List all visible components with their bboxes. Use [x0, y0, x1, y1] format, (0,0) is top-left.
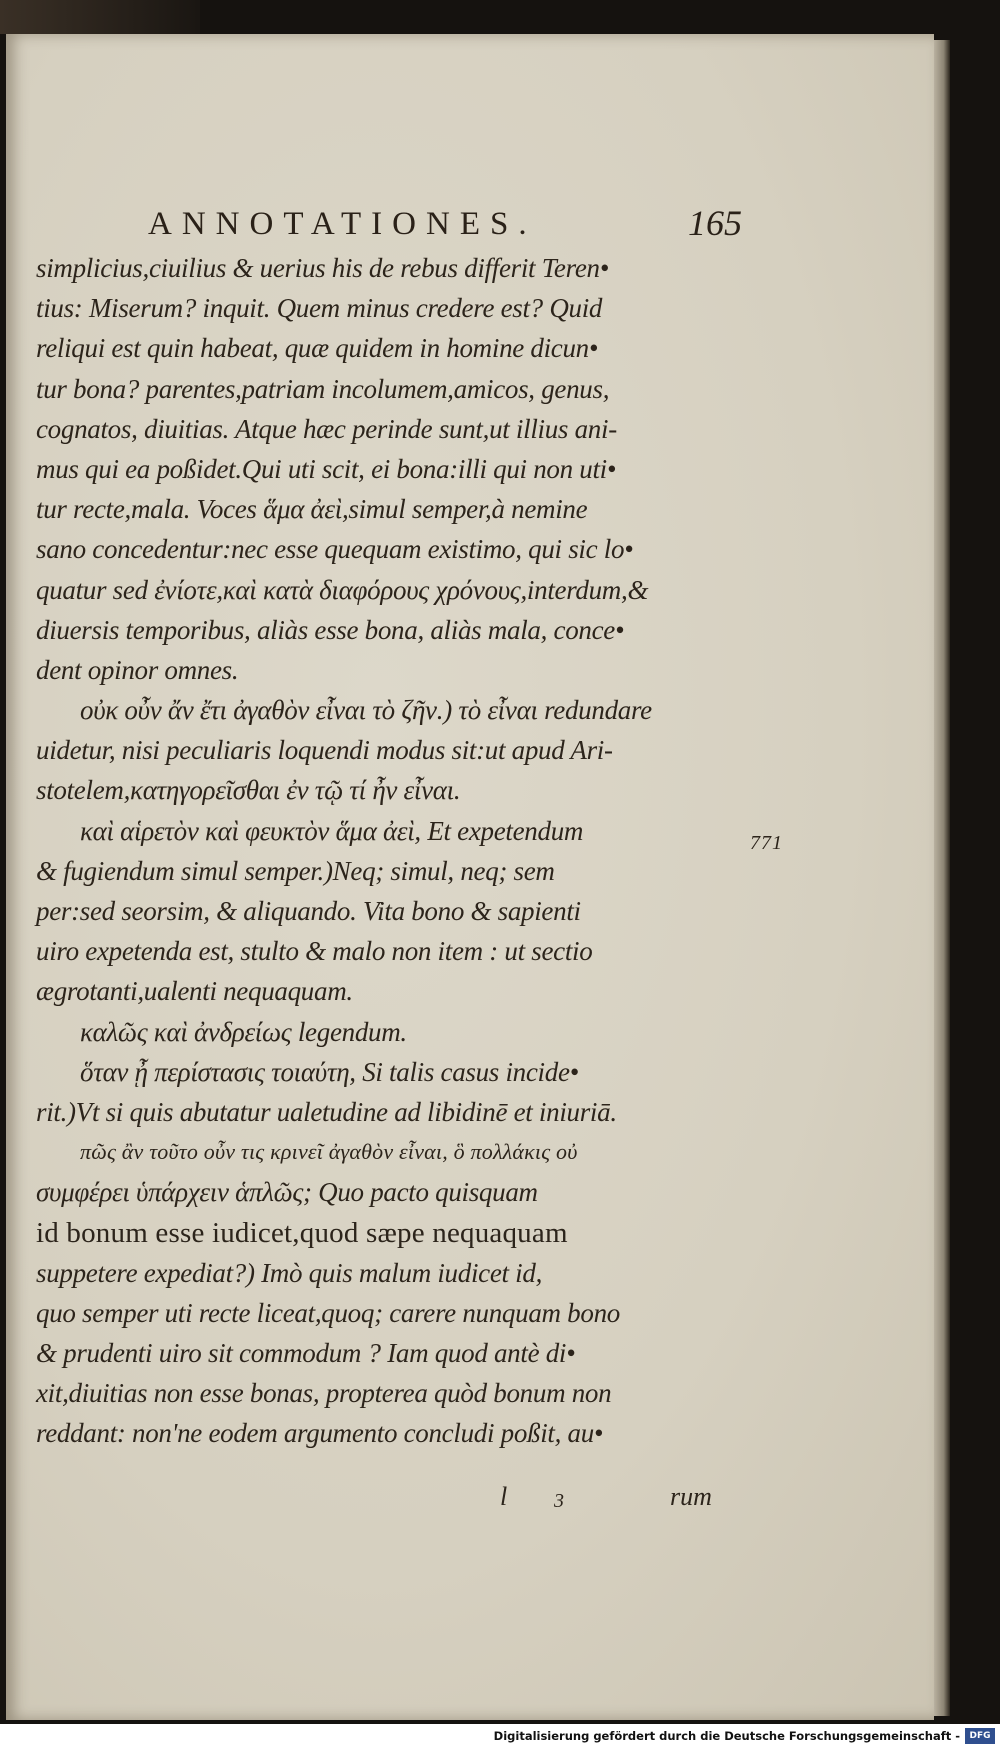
text-line: uiro expetenda est, stulto & malo non item : ut sectio [36, 936, 593, 967]
scan-top-shadow [0, 0, 200, 34]
text-line: καὶ αἱρετὸν καὶ φευκτὸν ἅμα ἀεὶ, Et expetendum [80, 815, 584, 846]
text-line: reliqui est quin habeat, quæ quidem in homine dicun• [36, 333, 599, 364]
page-header [6, 203, 934, 250]
text-line: simplicius,ciuilius & uerius his de rebus differit Teren• [36, 253, 609, 283]
text-line: uidetur, nisi peculiaris loquendi modus sit:ut apud Ari- [36, 735, 613, 766]
funding-credit: Digitalisierung gefördert durch die Deutsche Forschungsgemeinschaft - [493, 1729, 960, 1743]
book-page [6, 34, 934, 1720]
text-line: rit.)Vt si quis abutatur ualetudine ad libidinē et iniuriā. [36, 1096, 617, 1127]
text-line: mus qui ea poßidet.Qui uti scit, ei bona:illi qui non uti• [36, 453, 617, 484]
text-line: dent opinor omnes. [36, 654, 239, 685]
footer-bar [0, 1724, 1000, 1751]
page-number: 165 [688, 203, 742, 243]
body-text [36, 248, 746, 1454]
text-line: quatur sed ἐνίοτε,καὶ κατὰ διαφόρους χρόνους,interdum,& [36, 574, 649, 605]
text-line: ὅταν ᾖ περίστασις τοιαύτη, Si talis casus incide• [80, 1056, 579, 1087]
signature-mark-number: 3 [554, 1490, 564, 1512]
text-line: sano concedentur:nec esse quequam existimo, qui sic lo• [36, 534, 634, 565]
text-line: tius: Miserum? inquit. Quem minus credere est? Quid [36, 293, 603, 324]
signature-mark-letter: l [500, 1482, 508, 1511]
text-line: καλῶς καὶ ἀνδρείως legendum. [80, 1016, 407, 1047]
text-line: & prudenti uiro sit commodum ? Iam quod antè di• [36, 1338, 576, 1369]
text-line: stotelem,κατηγορεῖσθαι ἐν τῷ τί ἦν εἶναι. [36, 775, 461, 806]
dfg-logo: DFG [965, 1728, 995, 1744]
text-line: id bonum esse iudicet,quod sæpe nequaquam [36, 1216, 568, 1249]
text-line: πῶς ἂν τοῦτο οὖν τις κρινεῖ ἀγαθὸν εἶναι, ὃ πολλάκις οὐ [80, 1139, 578, 1165]
page-edge [934, 40, 950, 1716]
text-line: per:sed seorsim, & aliquando. Vita bono & sapienti [36, 896, 581, 926]
text-line: συμφέρει ὑπάρχειν ἁπλῶς; Quo pacto quisquam [36, 1177, 538, 1208]
margin-note: 771 [750, 832, 783, 854]
text-line: tur recte,mala. Voces ἅμα ἀεὶ,simul semper,à nemine [36, 494, 588, 525]
text-line: ægrotanti,ualenti nequaquam. [36, 976, 353, 1007]
text-line: cognatos, diuitias. Atque hæc perinde sunt,ut illius ani- [36, 413, 617, 444]
text-line: quo semper uti recte liceat,quoq; carere nunquam bono [36, 1297, 620, 1328]
text-line: & fugiendum simul semper.)Neq; simul, neq; sem [36, 855, 555, 886]
text-line: xit,diuitias non esse bonas, propterea quòd bonum non [36, 1378, 612, 1409]
catchword: rum [670, 1482, 712, 1511]
running-head: ANNOTATIONES. [148, 206, 537, 242]
text-line: diuersis temporibus, aliàs esse bona, aliàs mala, conce• [36, 614, 625, 645]
text-line: οὐκ οὖν ἄν ἔτι ἀγαθὸν εἶναι τὸ ζῆν.) τὸ εἶναι redundare [80, 695, 652, 726]
text-line: suppetere expediat?) Imò quis malum iudicet id, [36, 1257, 543, 1288]
text-line: reddant: non'ne eodem argumento concludi poßit, au• [36, 1418, 604, 1449]
text-line: tur bona? parentes,patriam incolumem,amicos, genus, [36, 373, 610, 404]
